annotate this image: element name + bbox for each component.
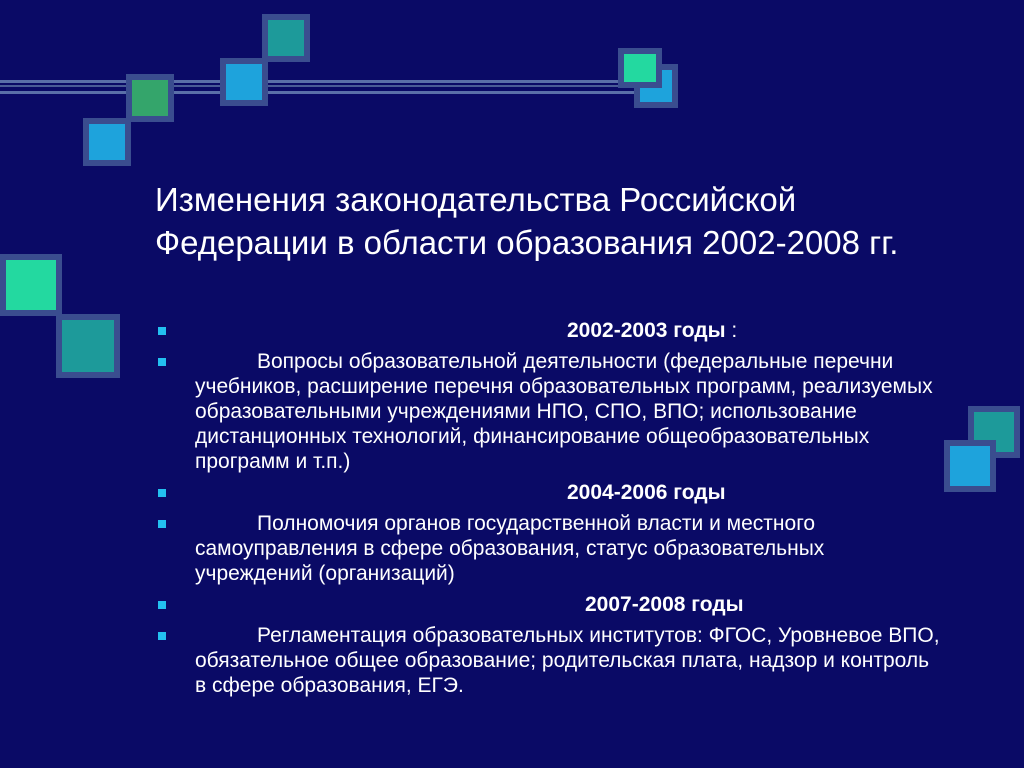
period-heading: 2004-2006 годы: [567, 481, 726, 504]
decorative-square: [220, 58, 268, 106]
slide-title: [155, 178, 975, 264]
square-bullet-icon: [158, 358, 166, 366]
list-item: [155, 592, 945, 617]
decorative-square: [618, 48, 662, 88]
decorative-square: [944, 440, 996, 492]
decorative-square: [83, 118, 131, 166]
square-bullet-icon: [158, 632, 166, 640]
decorative-square: [262, 14, 310, 62]
decorative-square: [0, 254, 62, 316]
list-item: [155, 623, 945, 698]
square-bullet-icon: [158, 489, 166, 497]
list-item: [155, 349, 945, 474]
square-bullet-icon: [158, 327, 166, 335]
item-text: Полномочия органов государственной власти и местного самоуправления в сфере образования, статус образовательных учреждений (организаций): [195, 512, 825, 585]
decorative-square: [126, 74, 174, 122]
period-heading: 2007-2008 годы: [585, 593, 744, 616]
period-heading: 2002-2003 годы :: [567, 319, 738, 342]
title-line: Изменения законодательства Российской: [155, 181, 797, 218]
square-bullet-icon: [158, 601, 166, 609]
item-text: Регламентация образовательных институтов: ФГОС, Уровневое ВПО, обязательное общее образование; родительская плата, надзор и контроль в сфере образования, ЕГЭ.: [195, 624, 940, 697]
list-item: [155, 318, 945, 343]
list-item: [155, 480, 945, 505]
list-item: [155, 511, 945, 586]
decorative-line: [0, 80, 660, 94]
title-line: Федерации в области образования 2002-2008 гг.: [155, 224, 899, 261]
bullet-list: [155, 318, 945, 704]
item-text: Вопросы образовательной деятельности (федеральные перечни учебников, расширение перечня образовательных программ, реализуемых образовательными учреждениями НПО, СПО, ВПО; использование дистанционных технологий, финансирование общеобразовательных программ и т.п.): [195, 350, 933, 473]
decorative-square: [56, 314, 120, 378]
square-bullet-icon: [158, 520, 166, 528]
